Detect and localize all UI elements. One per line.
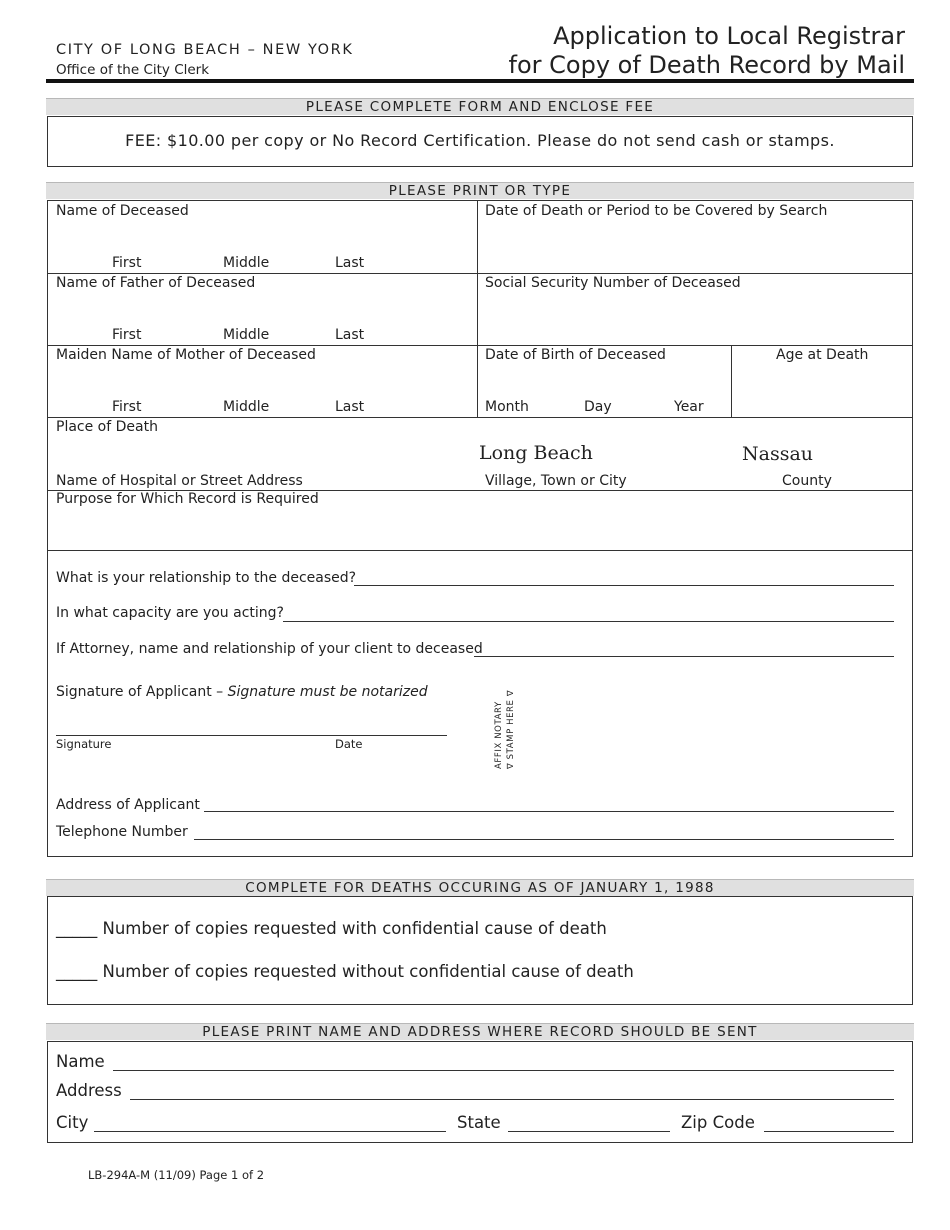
mail-address-label: Address xyxy=(56,1081,122,1100)
office-name: Office of the City Clerk xyxy=(56,62,210,78)
mail-state-label: State xyxy=(457,1113,501,1132)
county-label: County xyxy=(782,473,832,489)
date-small-label: Date xyxy=(335,737,363,751)
village-town-city-label: Village, Town or City xyxy=(485,473,627,489)
capacity-line[interactable] xyxy=(283,621,894,622)
row-divider xyxy=(48,345,912,346)
last-label: Last xyxy=(335,255,365,271)
date-of-birth-label: Date of Birth of Deceased xyxy=(485,347,666,363)
attorney-label: If Attorney, name and relationship of your client to deceased xyxy=(56,641,483,657)
form-footer: LB-294A-M (11/09) Page 1 of 2 xyxy=(88,1168,265,1182)
mail-name-line[interactable] xyxy=(113,1070,894,1071)
header-rule xyxy=(46,79,914,83)
row-divider xyxy=(48,273,912,274)
name-of-father-label: Name of Father of Deceased xyxy=(56,275,256,291)
copies-with-cause-row[interactable] xyxy=(56,919,607,938)
hospital-address-label: Name of Hospital or Street Address xyxy=(56,473,303,489)
year-label: Year xyxy=(674,399,704,415)
mail-state-line[interactable] xyxy=(508,1131,670,1132)
notary-stamp-area xyxy=(493,690,517,769)
form-title-line-1: Application to Local Registrar xyxy=(553,22,905,50)
info-section-bar: PLEASE PRINT OR TYPE xyxy=(46,182,914,199)
copies-with-blank[interactable]: _____ xyxy=(56,919,98,938)
purpose-label: Purpose for Which Record is Required xyxy=(56,491,319,507)
info-box xyxy=(47,200,913,857)
mail-box xyxy=(47,1041,913,1143)
mail-city-line[interactable] xyxy=(94,1131,446,1132)
age-at-death-label: Age at Death xyxy=(776,347,869,363)
row-divider xyxy=(48,550,912,551)
mail-name-label: Name xyxy=(56,1052,105,1071)
mail-section-bar: PLEASE PRINT NAME AND ADDRESS WHERE RECORD SHOULD BE SENT xyxy=(46,1023,914,1040)
signature-applicant-text: Signature of Applicant – xyxy=(56,684,224,700)
middle-label: Middle xyxy=(223,327,270,343)
relationship-label: What is your relationship to the deceased? xyxy=(56,570,357,586)
first-label: First xyxy=(112,327,142,343)
county-value: Nassau xyxy=(742,443,814,465)
fee-box: FEE: $10.00 per copy or No Record Certification. Please do not send cash or stamps. xyxy=(47,116,913,167)
ssn-label: Social Security Number of Deceased xyxy=(485,275,741,291)
mail-zip-line[interactable] xyxy=(764,1131,894,1132)
address-applicant-label: Address of Applicant xyxy=(56,797,200,813)
last-label: Last xyxy=(335,327,365,343)
copies-section-bar: COMPLETE FOR DEATHS OCCURING AS OF JANUARY 1, 1988 xyxy=(46,879,914,896)
telephone-label: Telephone Number xyxy=(56,824,188,840)
column-divider xyxy=(477,201,478,417)
signature-small-label: Signature xyxy=(56,737,112,751)
month-label: Month xyxy=(485,399,529,415)
form-title-line-2: for Copy of Death Record by Mail xyxy=(508,51,905,79)
signature-line[interactable] xyxy=(56,735,447,736)
mail-address-line[interactable] xyxy=(130,1099,894,1100)
notary-line-2: ∇ STAMP HERE ∇ xyxy=(506,689,516,769)
signature-note: Signature must be notarized xyxy=(227,684,428,700)
relationship-line[interactable] xyxy=(354,585,894,586)
place-of-death-label: Place of Death xyxy=(56,419,158,435)
signature-applicant-label xyxy=(56,684,428,700)
village-value: Long Beach xyxy=(479,442,593,464)
column-divider xyxy=(731,345,732,417)
day-label: Day xyxy=(584,399,612,415)
notary-line-1: AFFIX NOTARY xyxy=(494,701,504,769)
maiden-name-mother-label: Maiden Name of Mother of Deceased xyxy=(56,347,316,363)
last-label: Last xyxy=(335,399,365,415)
copies-without-label: Number of copies requested without confidential cause of death xyxy=(102,962,634,981)
copies-with-label: Number of copies requested with confidential cause of death xyxy=(102,919,607,938)
first-label: First xyxy=(112,255,142,271)
row-divider xyxy=(48,417,912,418)
first-label: First xyxy=(112,399,142,415)
name-of-deceased-label: Name of Deceased xyxy=(56,203,189,219)
attorney-line[interactable] xyxy=(474,656,894,657)
form-title xyxy=(465,22,905,80)
telephone-line[interactable] xyxy=(194,839,894,840)
date-of-death-label: Date of Death or Period to be Covered by Search xyxy=(485,203,828,219)
mail-zip-label: Zip Code xyxy=(681,1113,755,1132)
mail-city-label: City xyxy=(56,1113,89,1132)
copies-without-blank[interactable]: _____ xyxy=(56,962,98,981)
city-header: CITY OF LONG BEACH – NEW YORK xyxy=(56,42,354,58)
address-applicant-line[interactable] xyxy=(204,811,894,812)
capacity-label: In what capacity are you acting? xyxy=(56,605,284,621)
middle-label: Middle xyxy=(223,399,270,415)
fee-section-bar: PLEASE COMPLETE FORM AND ENCLOSE FEE xyxy=(46,98,914,115)
copies-box xyxy=(47,896,913,1005)
middle-label: Middle xyxy=(223,255,270,271)
copies-without-cause-row[interactable] xyxy=(56,962,634,981)
